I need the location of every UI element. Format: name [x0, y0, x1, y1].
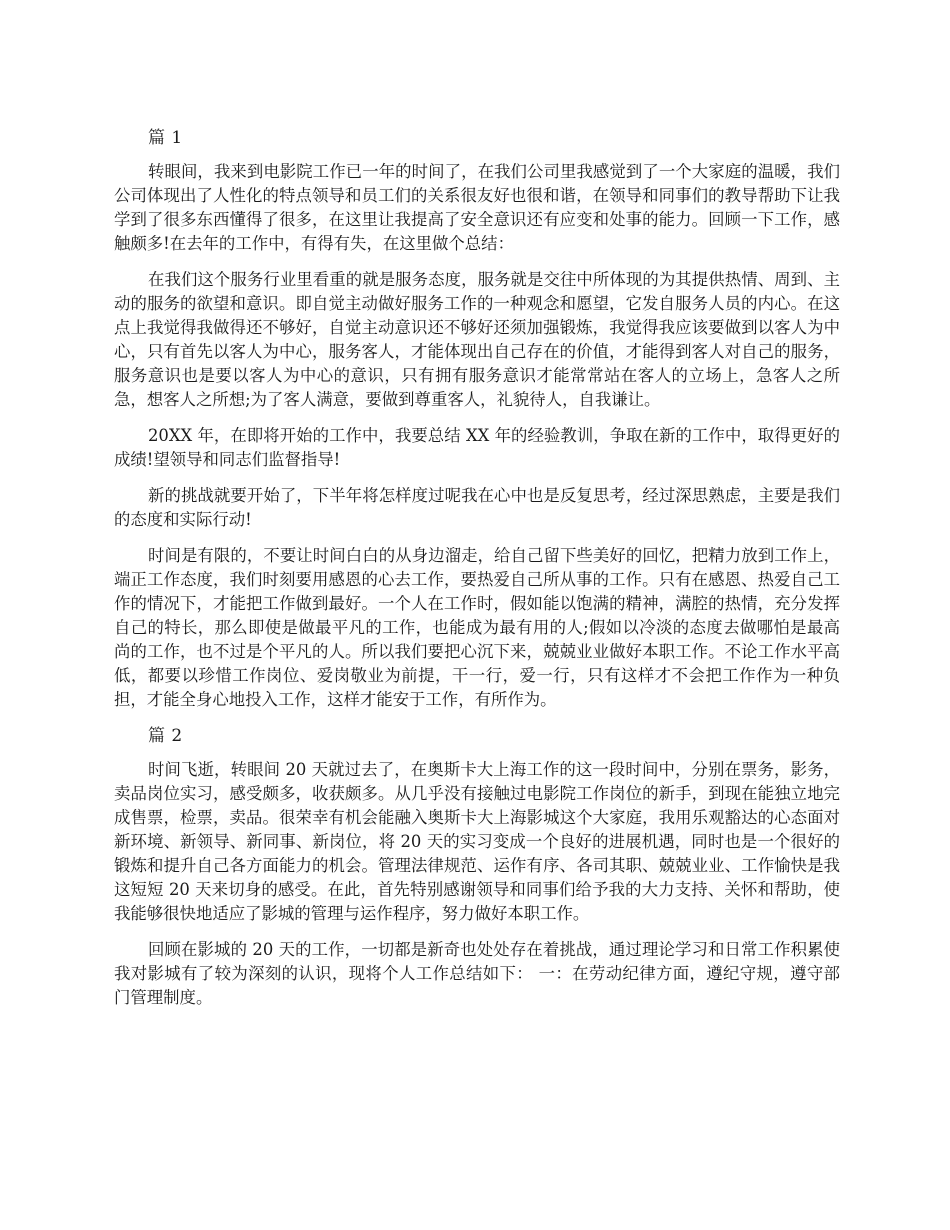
section-1-paragraph-5: 时间是有限的，不要让时间白白的从身边溜走，给自己留下些美好的回忆，把精力放到工作上，端正工作态度，我们时刻要用感恩的心去工作，要热爱自己所从事的工作。只有在感恩、热爱自己工作的情况下，才能把工作做到最好。一个人在工作时，假如能以饱满的精神，满腔的热情，充分发挥自己的特长，那么即使是做最平凡的工作，也能成为最有用的人;假如以冷淡的态度去做哪怕是最高尚的工作，也不过是个平凡的人。所以我们要把心沉下来，兢兢业业做好本职工作。不论工作水平高低，都要以珍惜工作岗位、爱岗敬业为前提，干一行，爱一行，只有这样才不会把工作作为一种负担，才能全身心地投入工作，这样才能安于工作，有所作为。: [114, 546, 840, 709]
document-page: [114, 126, 840, 1022]
section-1-paragraph-4: 新的挑战就要开始了，下半年将怎样度过呢我在心中也是反复思考，经过深思熟虑，主要是我们的态度和实际行动!: [114, 486, 840, 529]
section-2-paragraph-2: 回顾在影城的 20 天的工作，一切都是新奇也处处存在着挑战，通过理论学习和日常工作积累使我对影城有了较为深刻的认识，现将个人工作总结如下： 一：在劳动纪律方面，遵纪守规，遵守部门管理制度。: [114, 940, 840, 1007]
section-1-paragraph-3: 20XX 年，在即将开始的工作中，我要总结 XX 年的经验教训，争取在新的工作中，取得更好的成绩!望领导和同志们监督指导!: [114, 426, 840, 469]
section-1-paragraph-2: 在我们这个服务行业里看重的就是服务态度，服务就是交往中所体现的为其提供热情、周到、主动的服务的欲望和意识。即自觉主动做好服务工作的一种观念和愿望，它发自服务人员的内心。在这点上我觉得我做得还不够好，自觉主动意识还不够好还须加强锻炼，我觉得我应该要做到以客人为中心，只有首先以客人为中心，服务客人，才能体现出自己存在的价值，才能得到客人对自己的服务，服务意识也是要以客人为中心的意识，只有拥有服务意识才能常常站在客人的立场上，急客人之所急，想客人之所想;为了客人满意，要做到尊重客人，礼貌待人，自我谦让。: [114, 270, 840, 409]
section-2-paragraph-1: 时间飞逝，转眼间 20 天就过去了，在奥斯卡大上海工作的这一段时间中，分别在票务，影务，卖品岗位实习，感受颇多，收获颇多。从几乎没有接触过电影院工作岗位的新手，到现在能独立地完成售票，检票，卖品。很荣幸有机会能融入奥斯卡大上海影城这个大家庭，我用乐观豁达的心态面对新环境、新领导、新同事、新岗位，将 20 天的实习变成一个良好的进展机遇，同时也是一个很好的锻炼和提升自己各方面能力的机会。管理法律规范、运作有序、各司其职、兢兢业业、工作愉快是我这短短 20 天来切身的感受。在此，首先特别感谢领导和同事们给予我的大力支持、关怀和帮助，使我能够很快地适应了影城的管理与运作程序，努力做好本职工作。: [114, 760, 840, 923]
section-2-heading: 篇 2: [148, 726, 183, 746]
section-1-heading: 篇 1: [148, 128, 183, 148]
section-1-paragraph-1: 转眼间，我来到电影院工作已一年的时间了，在我们公司里我感觉到了一个大家庭的温暖，我们公司体现出了人性化的特点领导和员工们的关系很友好也很和谐，在领导和同事们的教导帮助下让我学到了很多东西懂得了很多，在这里让我提高了安全意识还有应变和处事的能力。回顾一下工作，感触颇多!在去年的工作中，有得有失，在这里做个总结：: [114, 162, 840, 253]
